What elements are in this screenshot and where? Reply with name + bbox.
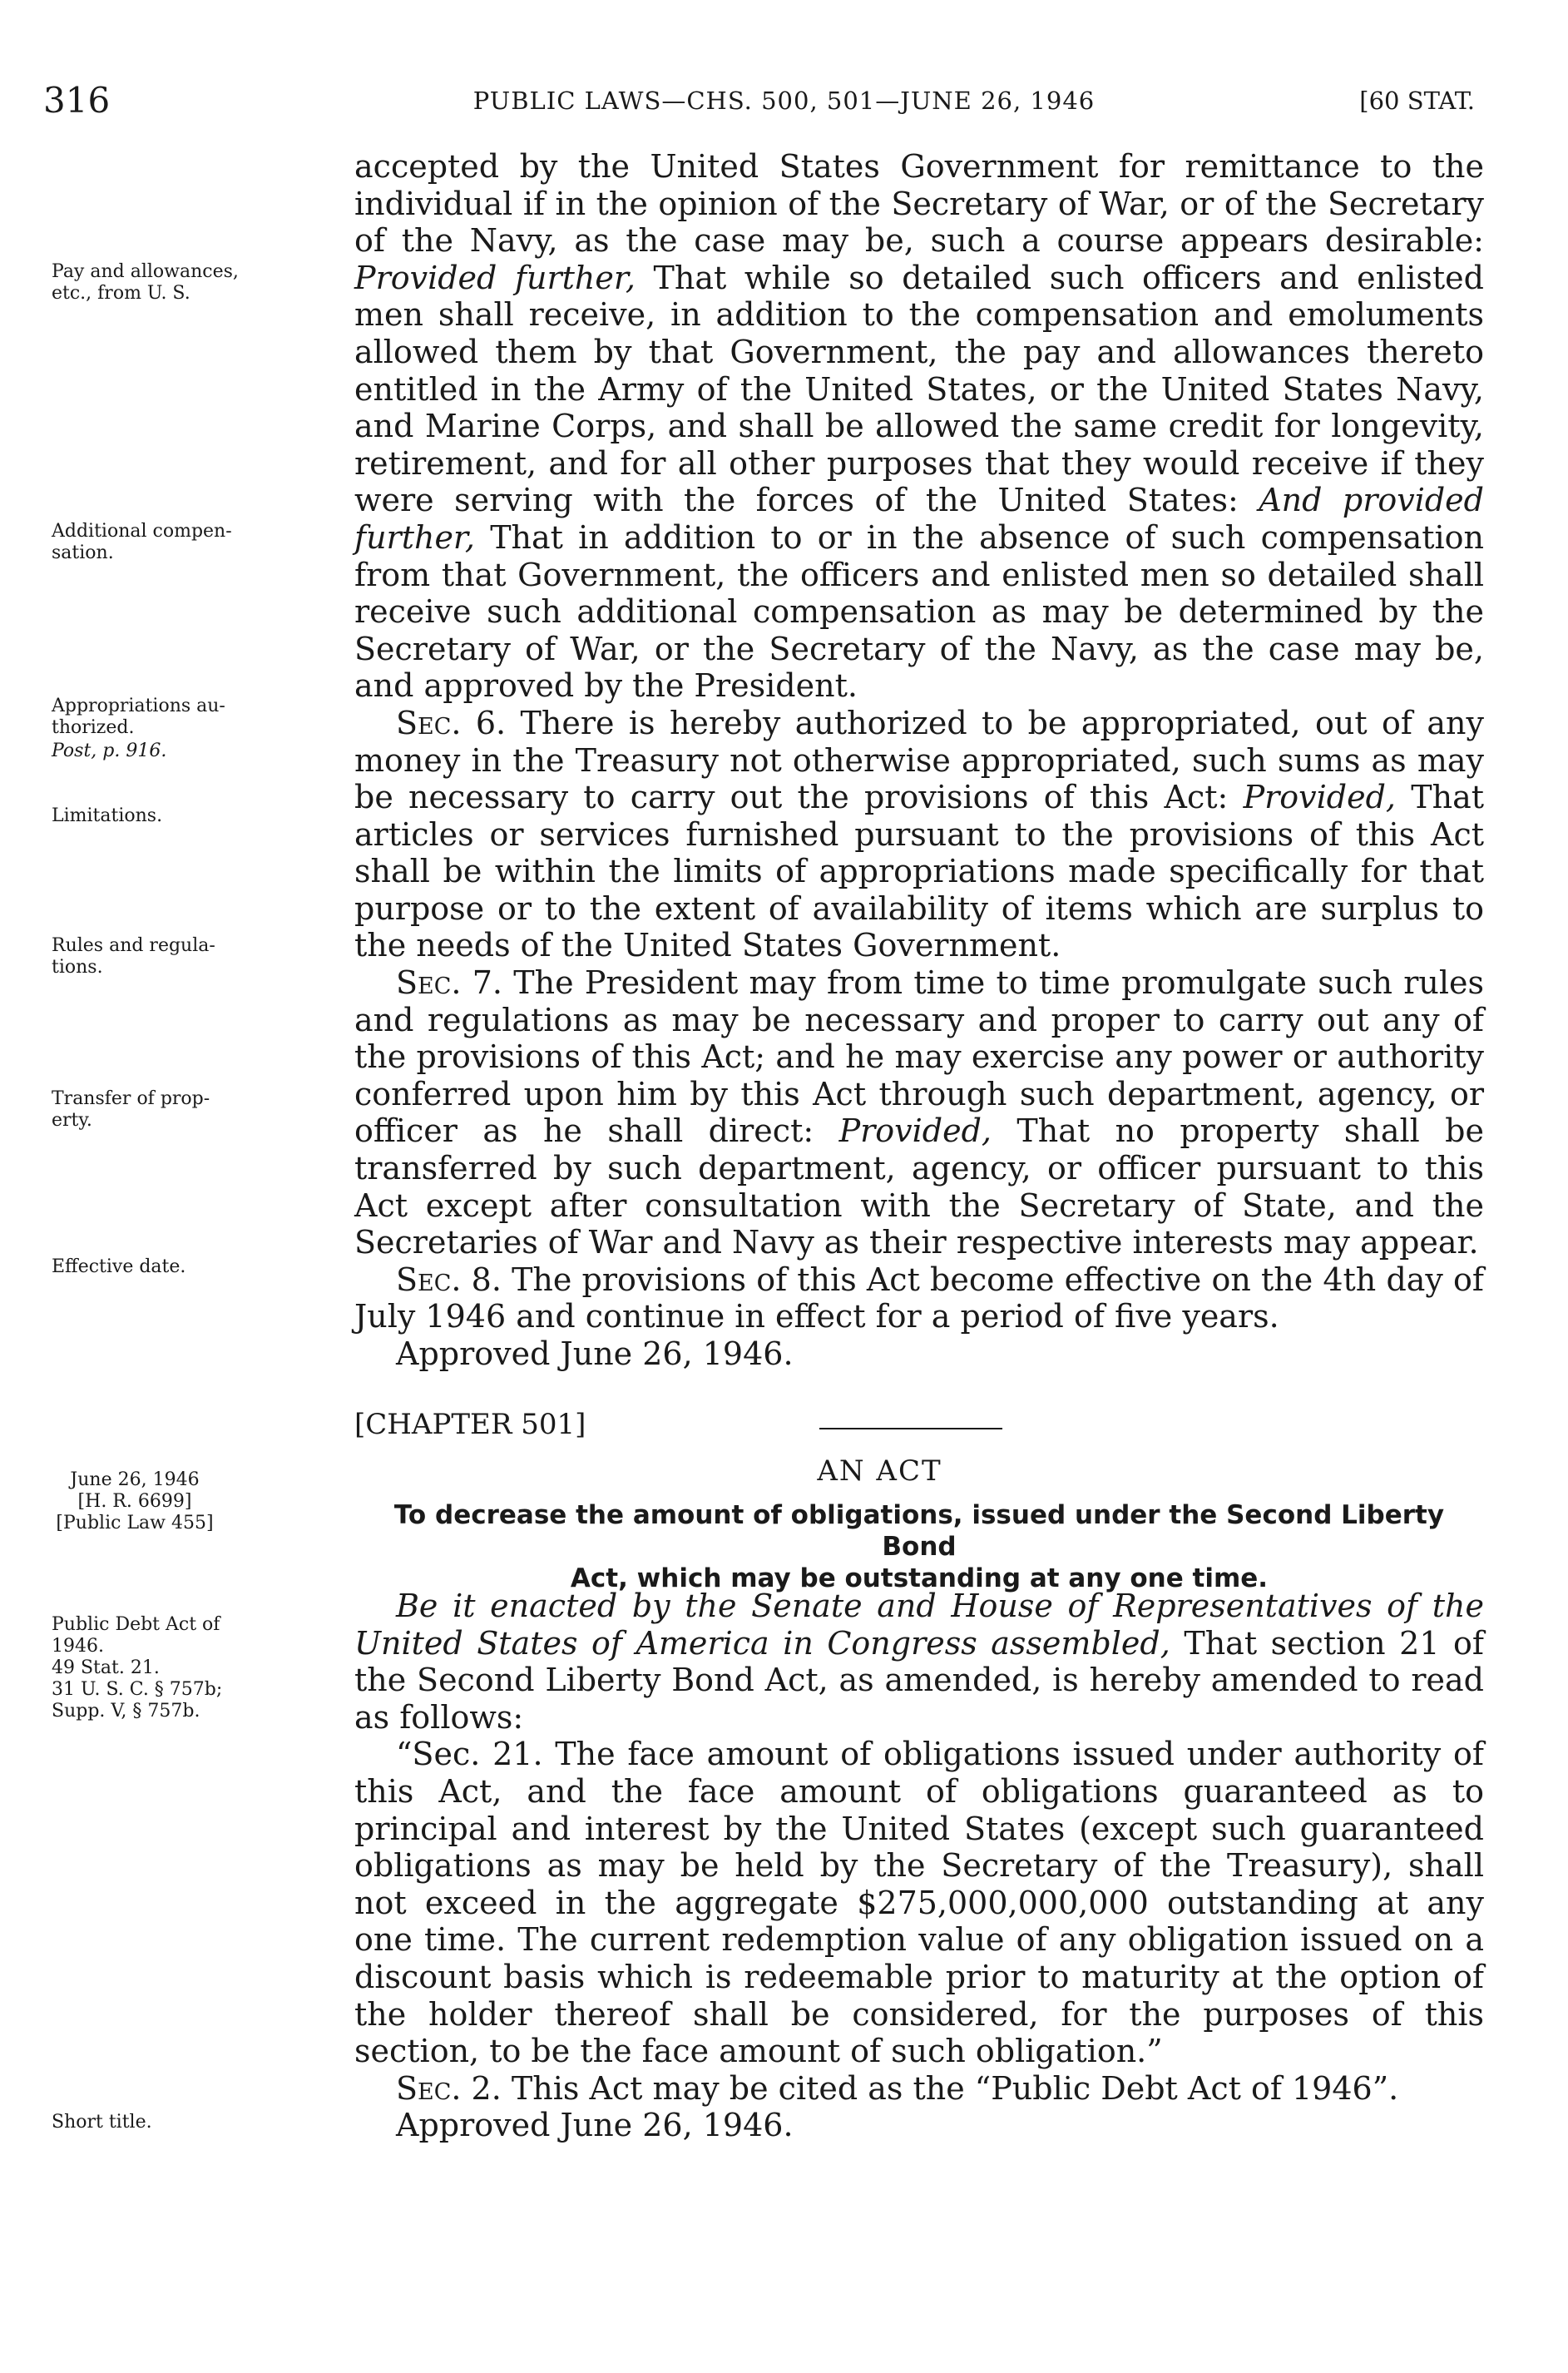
act-purpose: To decrease the amount of obligations, issued under the Second Liberty Bond Act, which may be outstanding at any one time. — [393, 1500, 1445, 1593]
divider-rule — [819, 1428, 1002, 1429]
main-text-block — [354, 148, 1484, 1373]
margin-note-pay: Pay and allowances, etc., from U. S. — [52, 261, 239, 304]
page-number: 316 — [43, 80, 111, 121]
page-header — [0, 80, 1568, 130]
margin-note-short-title: Short title. — [52, 2112, 152, 2133]
section-7: Sec. 7. The President may from time to time promulgate such rules and regulations as may be necessary and proper to carry out any of the provisions of this Act; and he may exercise any power or authority conferred upon him by this Act through such department, agency, or officer as he shall direct: Provided, That no property shall be transferred by such department, agency, or officer pursuant to this Act except after consultation with the Secretary of State, and the Secretaries of War and Navy as their respective interests may appear. — [354, 964, 1484, 1261]
margin-note-public-debt-act: Public Debt Act of 1946. 49 Stat. 21. 31 U. S. C. § 757b; Supp. V, § 757b. — [52, 1614, 223, 1722]
margin-note-post: Post, p. 916. — [52, 741, 167, 761]
margin-note-limitations: Limitations. — [52, 805, 163, 826]
an-act-heading: AN ACT — [817, 1454, 942, 1488]
chapter-heading: [CHAPTER 501] — [354, 1408, 586, 1441]
approval-line: Approved June 26, 1946. — [396, 1335, 794, 1372]
chapter-501-text — [354, 1588, 1484, 2144]
paragraph-continuation: accepted by the United States Government for remittance to the individual if in the opinion of the Secretary of War, or of the Secretary of the Navy, as the case may be, such a course appears desirable: Provided further, That while so detailed such officers and enlisted men shall receive, in addition to the compensation and emoluments allowed them by that Government, the pay and allowances thereto entitled in the Army of the United States, or the United States Navy, and Marine Corps, and shall be allowed the same credit for longevity, retirement, and for all other purposes that they would receive if they were serving with the forces of the United States: And provided further, That in addition to or in the absence of such compensation from that Government, the officers and enlisted men so detailed shall receive such additional compensation as may be determined by the Secretary of War, or the Secretary of the Navy, as the case may be, and approved by the President. — [354, 148, 1484, 705]
margin-note-effective-date: Effective date. — [52, 1256, 186, 1277]
section-21-amendment: “Sec. 21. The face amount of obligations issued under authority of this Act, and the face amount of obligations guaranteed as to principal and interest by the United States (except such guaranteed obligations as may be held by the Secretary of the Treasury), shall not exceed in the aggregate $275,000,000,000 outstanding at any one time. The current redemption value of any obligation issued on a discount basis which is redeemable prior to maturity at the option of the holder thereof shall be considered, for the purposes of this section, to be the face amount of such obligation.” — [354, 1736, 1484, 2070]
section-6: Sec. 6. There is hereby authorized to be appropriated, out of any money in the Treasury not otherwise appropriated, such sums as may be necessary to carry out the provisions of this Act: Provided, That articles or services furnished pursuant to the provisions of this Act shall be within the limits of appropriations made specifically for that purpose or to the extent of availability of items which are surplus to the needs of the United States Government. — [354, 704, 1484, 964]
margin-note-additional-compensation: Additional compen- sation. — [52, 521, 232, 563]
enacting-clause: Be it enacted by the Senate and House of Representatives of the United States of America in Congress assembled, That section 21 of the Second Liberty Bond Act, as amended, is hereby amended to read as follows: — [354, 1588, 1484, 1736]
margin-note-appropriations: Appropriations au- thorized. — [52, 696, 225, 738]
approval-line-2: Approved June 26, 1946. — [396, 2107, 794, 2144]
margin-note-rules: Rules and regula- tions. — [52, 935, 215, 978]
section-8: Sec. 8. The provisions of this Act become effective on the 4th day of July 1946 and continue in effect for a period of five years. — [354, 1261, 1484, 1335]
margin-note-transfer: Transfer of prop- erty. — [52, 1088, 210, 1131]
section-2-short-title: Sec. 2. This Act may be cited as the “Public Debt Act of 1946”. — [396, 2069, 1399, 2107]
volume-reference: [60 STAT. — [1359, 87, 1475, 115]
margin-note-date: June 26, 1946 [H. R. 6699] [Public Law 455] — [56, 1469, 214, 1533]
running-head: PUBLIC LAWS—CHS. 500, 501—JUNE 26, 1946 — [472, 87, 1096, 115]
